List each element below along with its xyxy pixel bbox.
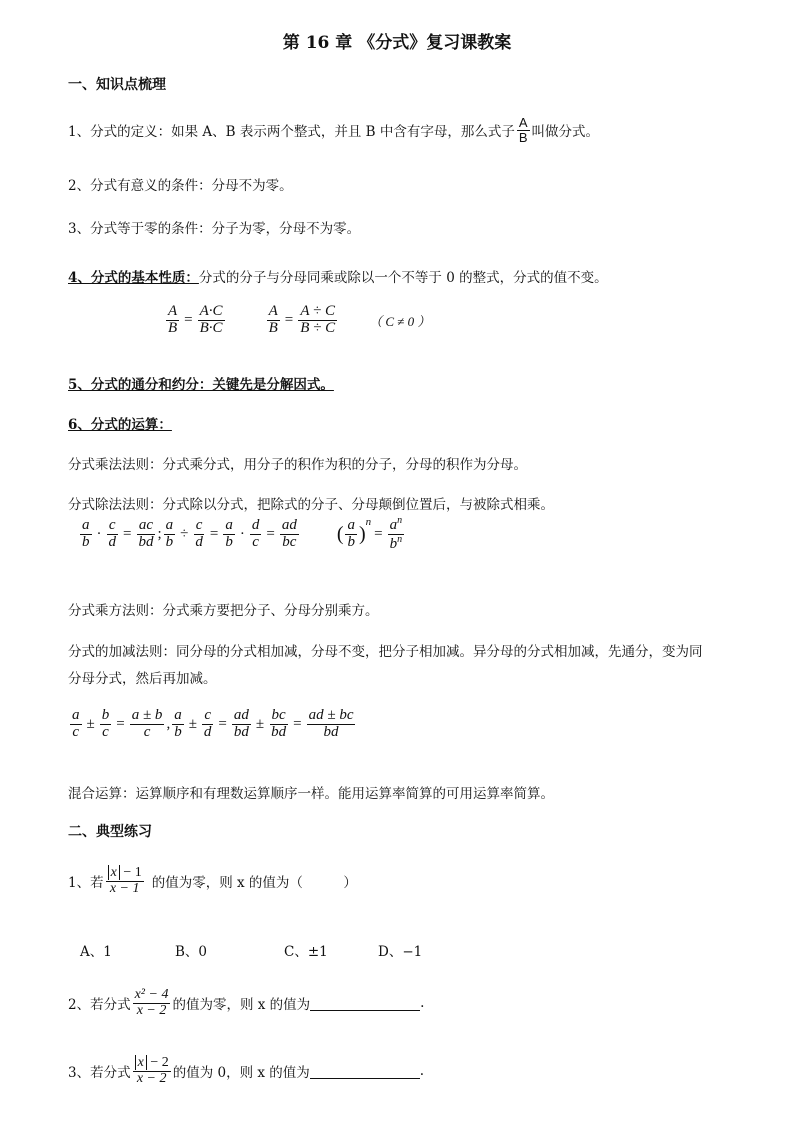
denominator: c bbox=[102, 723, 109, 740]
times-sign: · bbox=[96, 525, 102, 542]
equals-sign: = bbox=[266, 525, 275, 542]
denominator: b bbox=[225, 533, 233, 550]
equals-sign: = bbox=[218, 715, 227, 732]
answer-blank[interactable] bbox=[310, 1064, 420, 1079]
divide-sign: ÷ bbox=[180, 525, 189, 542]
denominator: x − 2 bbox=[136, 1002, 167, 1018]
equals-sign: = bbox=[209, 525, 219, 542]
numerator: A ÷ C bbox=[300, 303, 335, 319]
numerator: x² − 4 bbox=[134, 987, 169, 1002]
denominator: c bbox=[72, 723, 80, 740]
exponent: n bbox=[397, 515, 403, 526]
formula-fraction bbox=[250, 518, 262, 551]
formula-fraction bbox=[80, 518, 92, 551]
separator: , bbox=[166, 715, 171, 732]
equals-sign: = bbox=[123, 525, 132, 542]
denominator: c bbox=[252, 533, 259, 550]
question-fraction bbox=[133, 1056, 171, 1086]
denominator: x − 1 bbox=[109, 880, 140, 896]
numerator: a bbox=[347, 517, 355, 533]
basic-property-formula bbox=[164, 304, 430, 337]
question-suffix: 的值为零，则 x 的值为（ ） bbox=[151, 875, 357, 892]
option-a[interactable]: A、1 bbox=[80, 944, 112, 960]
question-end: . bbox=[420, 995, 425, 1012]
denominator: bd bbox=[138, 533, 154, 550]
denominator: b bbox=[165, 533, 174, 550]
fraction-numerator: A bbox=[518, 115, 528, 130]
formula-fraction bbox=[107, 518, 119, 551]
numerator: A bbox=[168, 303, 178, 319]
question-2 bbox=[68, 988, 424, 1018]
plus-minus-sign: ± bbox=[188, 715, 197, 732]
section-heading-practice: 二、典型练习 bbox=[68, 824, 152, 840]
plus-minus-sign: ± bbox=[86, 715, 95, 732]
equals-sign: = bbox=[284, 311, 294, 328]
formula-fraction bbox=[172, 708, 184, 741]
definition-fraction bbox=[517, 116, 530, 144]
numerator-tail: − 2 bbox=[150, 1055, 169, 1070]
nonzero-condition: （ C ≠ 0 ） bbox=[369, 313, 431, 329]
denominator: B ÷ C bbox=[300, 319, 336, 336]
definition-text: 1、分式的定义：如果 A、B 表示两个整式，并且 B 中含有字母，那么式子 bbox=[68, 124, 515, 141]
formula-fraction bbox=[198, 304, 225, 337]
numerator-base: a bbox=[389, 517, 398, 533]
formula-fraction bbox=[298, 304, 337, 337]
operations-heading: 6、分式的运算： bbox=[68, 417, 172, 433]
denominator: x − 2 bbox=[136, 1070, 167, 1086]
denominator: bc bbox=[282, 533, 297, 550]
numerator: a ± b bbox=[131, 707, 163, 723]
option-d[interactable]: D、−1 bbox=[378, 944, 423, 960]
basic-property bbox=[68, 266, 608, 286]
numerator: c bbox=[108, 517, 116, 533]
option-c[interactable]: C、±1 bbox=[284, 944, 328, 960]
basic-property-heading: 4、分式的基本性质： bbox=[68, 270, 199, 286]
denominator-base: b bbox=[389, 535, 398, 552]
question-end: . bbox=[419, 1063, 425, 1080]
formula-fraction bbox=[130, 708, 165, 741]
formula-fraction bbox=[164, 518, 176, 551]
numerator: ad ± bc bbox=[308, 707, 354, 723]
formula-fraction bbox=[166, 304, 179, 337]
numerator: c bbox=[204, 707, 211, 723]
denominator: d bbox=[195, 533, 203, 550]
question-prefix: 3、若分式 bbox=[68, 1065, 131, 1082]
formula-fraction bbox=[345, 518, 357, 551]
numerator: a bbox=[72, 707, 80, 723]
formula-fraction bbox=[136, 518, 155, 551]
formula-fraction bbox=[202, 708, 214, 741]
numerator-tail: − 1 bbox=[123, 865, 142, 880]
common-denominator-item: 5、分式的通分和约分：关键先是分解因式。 bbox=[68, 377, 334, 393]
denominator: B bbox=[168, 319, 178, 336]
separator: ; bbox=[157, 525, 162, 542]
definition-tail: 叫做分式。 bbox=[531, 124, 600, 141]
numerator: bc bbox=[271, 707, 286, 723]
numerator: a bbox=[174, 707, 182, 723]
basic-property-text: 分式的分子与分母同乘或除以一个不等于 0 的整式，分式的值不变。 bbox=[198, 270, 608, 286]
formula-fraction bbox=[70, 708, 82, 741]
formula-fraction bbox=[232, 708, 251, 741]
formula-fraction bbox=[388, 516, 405, 553]
section-heading-knowledge: 一、知识点梳理 bbox=[68, 77, 166, 93]
formula-fraction bbox=[193, 518, 205, 551]
question-fraction bbox=[106, 866, 144, 896]
denominator: b bbox=[174, 723, 182, 740]
answer-blank[interactable] bbox=[310, 996, 420, 1011]
add-sub-rule-line1: 分式的加减法则：同分母的分式相加减，分母不变，把分子相加减。异分母的分式相加减，先通分，变为同 bbox=[68, 644, 703, 660]
denominator: b bbox=[82, 533, 90, 550]
formula-fraction bbox=[267, 304, 280, 337]
formula-fraction bbox=[223, 518, 235, 551]
numerator: ad bbox=[281, 517, 297, 533]
zero-condition: 3、分式等于零的条件：分子为零，分母不为零。 bbox=[68, 221, 361, 237]
question-suffix: 的值为零，则 x 的值为 bbox=[172, 997, 311, 1014]
page-title: 第 16 章 《分式》复习课教案 bbox=[282, 33, 512, 53]
option-b[interactable]: B、0 bbox=[175, 944, 208, 960]
question-fraction bbox=[133, 988, 171, 1018]
plus-minus-sign: ± bbox=[255, 715, 265, 732]
numerator: a bbox=[82, 517, 90, 533]
question-prefix: 2、若分式 bbox=[68, 997, 131, 1014]
denominator: bd bbox=[323, 723, 339, 740]
numerator: c bbox=[195, 517, 203, 533]
numerator: A·C bbox=[199, 303, 223, 319]
numerator: b bbox=[101, 707, 110, 723]
numerator: d bbox=[251, 517, 260, 533]
division-rule: 分式除法法则：分式除以分式，把除式的分子、分母颠倒位置后，与被除式相乘。 bbox=[68, 497, 554, 513]
multiplication-rule: 分式乘法法则：分式乘分式，用分子的积作为积的分子，分母的积作为分母。 bbox=[68, 457, 527, 473]
fraction-denominator: B bbox=[518, 129, 528, 145]
question-3 bbox=[68, 1056, 424, 1086]
denominator: bd bbox=[271, 723, 287, 740]
denominator: bd bbox=[233, 723, 249, 740]
denominator: b bbox=[347, 533, 355, 550]
power-rule: 分式乘方法则：分式乘方要把分子、分母分别乘方。 bbox=[68, 603, 379, 619]
exponent: n bbox=[365, 516, 372, 528]
numerator: ad bbox=[233, 707, 249, 723]
question-prefix: 1、若 bbox=[68, 875, 104, 892]
absolute-value: x bbox=[135, 1055, 147, 1070]
denominator: d bbox=[108, 533, 116, 550]
numerator: A bbox=[268, 303, 278, 319]
formula-fraction bbox=[269, 708, 288, 741]
denominator: B bbox=[268, 319, 278, 336]
formula-fraction bbox=[307, 708, 356, 741]
denominator: d bbox=[203, 723, 212, 740]
add-sub-rule-line2: 分母分式，然后再加减。 bbox=[68, 671, 217, 687]
equals-sign: = bbox=[293, 715, 302, 732]
meaningful-condition: 2、分式有意义的条件：分母不为零。 bbox=[68, 178, 293, 194]
numerator: ac bbox=[138, 517, 154, 533]
denominator: B·C bbox=[199, 319, 223, 336]
denominator: c bbox=[143, 723, 151, 740]
question-suffix: 的值为 0，则 x 的值为 bbox=[172, 1065, 310, 1082]
mult-div-formula: $\frac{a}{b}$ · $\frac{c}{d}$ = $\frac{ac}{bd}$ ; $\frac{a}{b}$ ÷ $\frac{c}{d}$ = $\frac{a}{b}$ · $\frac{d}{c}$ = $\frac{ad}{bc}$ ( $\frac{a}{b}$ ) $^n$ = $\frac{a^n}{b^n}$ bbox=[82, 515, 403, 552]
formula-fraction bbox=[100, 708, 112, 741]
question-1 bbox=[68, 866, 357, 896]
exponent: n bbox=[397, 533, 403, 545]
times-sign: · bbox=[239, 525, 245, 542]
numerator: a bbox=[225, 517, 233, 533]
definition-item bbox=[68, 116, 599, 144]
equals-sign: = bbox=[184, 311, 193, 328]
absolute-value: x bbox=[108, 865, 120, 880]
numerator: a bbox=[165, 517, 174, 533]
add-sub-formula bbox=[68, 708, 357, 741]
equals-sign: = bbox=[116, 715, 125, 732]
formula-fraction bbox=[280, 518, 299, 551]
mixed-operation-rule: 混合运算：运算顺序和有理数运算顺序一样。能用运算率简算的可用运算率简算。 bbox=[68, 786, 554, 802]
equals-sign: = bbox=[374, 525, 383, 542]
